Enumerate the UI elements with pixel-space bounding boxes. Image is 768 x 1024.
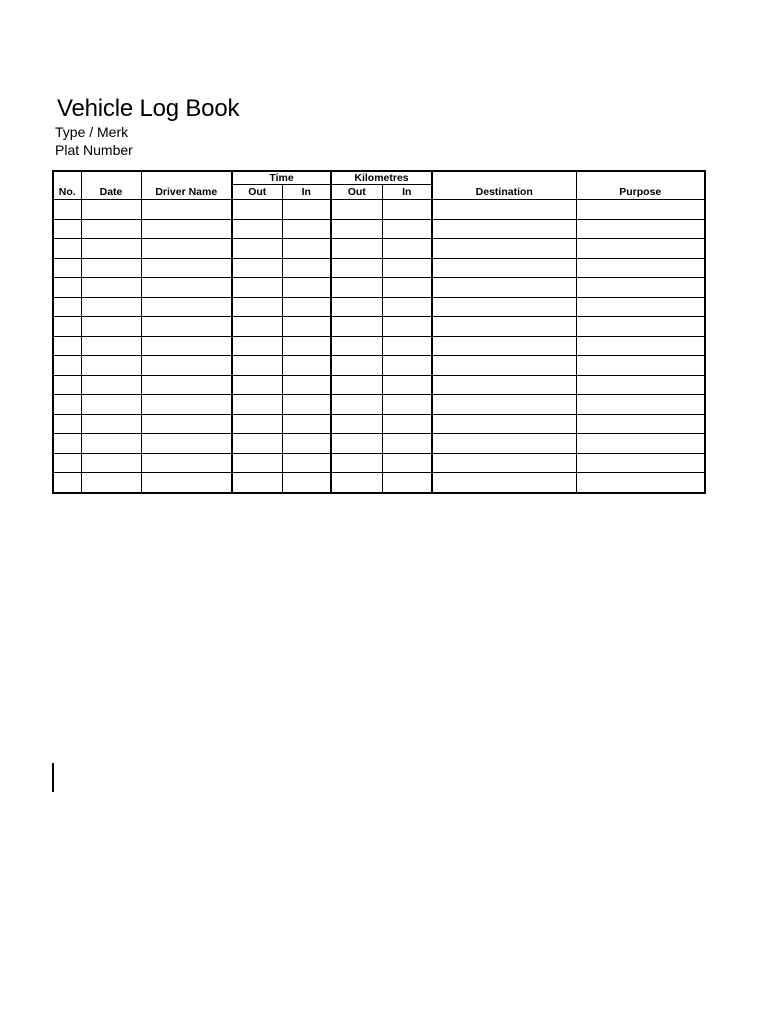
cell-purpose[interactable] [576,414,705,434]
cell-km-in[interactable] [382,473,432,493]
cell-time-out[interactable] [232,258,282,278]
cell-km-in[interactable] [382,200,432,220]
cell-time-out[interactable] [232,278,282,298]
cell-time-out[interactable] [232,473,282,493]
cell-date[interactable] [81,219,141,239]
cell-purpose[interactable] [576,434,705,454]
cell-no[interactable] [53,219,81,239]
cell-driver[interactable] [141,395,232,415]
cell-date[interactable] [81,200,141,220]
cell-date[interactable] [81,434,141,454]
cell-time-out[interactable] [232,453,282,473]
cell-time-in[interactable] [282,375,331,395]
cell-purpose[interactable] [576,239,705,259]
cell-time-out[interactable] [232,317,282,337]
cell-no[interactable] [53,434,81,454]
cell-date[interactable] [81,473,141,493]
cell-driver[interactable] [141,336,232,356]
cell-no[interactable] [53,336,81,356]
cell-no[interactable] [53,473,81,493]
cell-destination[interactable] [432,200,576,220]
cell-driver[interactable] [141,414,232,434]
cell-time-out[interactable] [232,239,282,259]
cell-destination[interactable] [432,414,576,434]
cell-no[interactable] [53,375,81,395]
cell-time-in[interactable] [282,258,331,278]
cell-no[interactable] [53,297,81,317]
cell-destination[interactable] [432,278,576,298]
cell-km-in[interactable] [382,356,432,376]
cell-date[interactable] [81,395,141,415]
type-merk-label: Type / Merk [55,124,129,140]
header-time: Time [232,171,331,185]
cell-time-in[interactable] [282,434,331,454]
cell-km-out[interactable] [331,473,382,493]
cell-date[interactable] [81,336,141,356]
table-row [53,200,705,220]
cell-km-out[interactable] [331,395,382,415]
cell-km-out[interactable] [331,414,382,434]
cell-date[interactable] [81,258,141,278]
text-cursor [52,763,54,792]
cell-driver[interactable] [141,473,232,493]
cell-km-in[interactable] [382,317,432,337]
table-row [53,219,705,239]
cell-destination[interactable] [432,239,576,259]
header-destination: Destination [432,171,576,200]
table-row [53,297,705,317]
cell-destination[interactable] [432,434,576,454]
cell-km-in[interactable] [382,278,432,298]
cell-purpose[interactable] [576,395,705,415]
cell-km-out[interactable] [331,258,382,278]
cell-purpose[interactable] [576,278,705,298]
cell-time-out[interactable] [232,434,282,454]
cell-destination[interactable] [432,336,576,356]
cell-destination[interactable] [432,317,576,337]
cell-no[interactable] [53,317,81,337]
cell-date[interactable] [81,414,141,434]
header-time-out: Out [232,185,282,200]
cell-destination[interactable] [432,473,576,493]
cell-driver[interactable] [141,239,232,259]
cell-time-in[interactable] [282,278,331,298]
cell-time-out[interactable] [232,297,282,317]
header-no: No. [53,171,81,200]
table-row [53,356,705,376]
cell-km-out[interactable] [331,219,382,239]
cell-time-out[interactable] [232,336,282,356]
cell-no[interactable] [53,414,81,434]
cell-driver[interactable] [141,434,232,454]
cell-time-out[interactable] [232,395,282,415]
header-time-in: In [282,185,331,200]
cell-no[interactable] [53,239,81,259]
cell-purpose[interactable] [576,356,705,376]
table-row [53,278,705,298]
cell-km-out[interactable] [331,278,382,298]
cell-time-in[interactable] [282,297,331,317]
cell-km-out[interactable] [331,375,382,395]
cell-km-out[interactable] [331,239,382,259]
cell-time-in[interactable] [282,453,331,473]
cell-destination[interactable] [432,258,576,278]
cell-date[interactable] [81,375,141,395]
table-row [53,453,705,473]
log-table [52,170,706,494]
cell-km-in[interactable] [382,258,432,278]
document-title: Vehicle Log Book [57,95,240,122]
cell-km-in[interactable] [382,434,432,454]
cell-purpose[interactable] [576,453,705,473]
cell-km-out[interactable] [331,336,382,356]
cell-purpose[interactable] [576,200,705,220]
cell-time-in[interactable] [282,336,331,356]
cell-time-out[interactable] [232,356,282,376]
cell-no[interactable] [53,200,81,220]
table-row [53,414,705,434]
cell-destination[interactable] [432,453,576,473]
table-row [53,317,705,337]
plat-number-label: Plat Number [55,142,133,158]
cell-driver[interactable] [141,200,232,220]
cell-km-in[interactable] [382,239,432,259]
cell-purpose[interactable] [576,336,705,356]
log-table-body [53,200,705,493]
cell-destination[interactable] [432,297,576,317]
cell-destination[interactable] [432,356,576,376]
cell-driver[interactable] [141,317,232,337]
cell-date[interactable] [81,453,141,473]
cell-date[interactable] [81,278,141,298]
header-purpose: Purpose [576,171,705,200]
cell-no[interactable] [53,356,81,376]
table-row [53,473,705,493]
cell-date[interactable] [81,356,141,376]
cell-time-in[interactable] [282,395,331,415]
cell-km-in[interactable] [382,375,432,395]
table-row [53,434,705,454]
cell-time-in[interactable] [282,317,331,337]
cell-date[interactable] [81,239,141,259]
cell-time-in[interactable] [282,356,331,376]
cell-driver[interactable] [141,258,232,278]
cell-time-out[interactable] [232,414,282,434]
cell-time-out[interactable] [232,219,282,239]
table-row [53,239,705,259]
cell-destination[interactable] [432,375,576,395]
header-km-out: Out [331,185,382,200]
cell-km-in[interactable] [382,219,432,239]
cell-driver[interactable] [141,453,232,473]
cell-km-in[interactable] [382,414,432,434]
header-kilometres: Kilometres [331,171,432,185]
cell-km-out[interactable] [331,200,382,220]
cell-driver[interactable] [141,278,232,298]
cell-time-in[interactable] [282,200,331,220]
cell-purpose[interactable] [576,375,705,395]
cell-purpose[interactable] [576,317,705,337]
cell-time-out[interactable] [232,375,282,395]
header-driver-name: Driver Name [141,171,232,200]
cell-km-in[interactable] [382,395,432,415]
cell-km-in[interactable] [382,297,432,317]
header-date: Date [81,171,141,200]
cell-km-out[interactable] [331,453,382,473]
cell-time-in[interactable] [282,414,331,434]
cell-destination[interactable] [432,395,576,415]
cell-no[interactable] [53,258,81,278]
cell-purpose[interactable] [576,473,705,493]
cell-no[interactable] [53,453,81,473]
cell-km-in[interactable] [382,453,432,473]
header-km-in: In [382,185,432,200]
cell-driver[interactable] [141,297,232,317]
table-row [53,258,705,278]
cell-km-out[interactable] [331,297,382,317]
cell-date[interactable] [81,297,141,317]
table-row [53,395,705,415]
cell-time-in[interactable] [282,219,331,239]
cell-no[interactable] [53,395,81,415]
cell-destination[interactable] [432,219,576,239]
cell-driver[interactable] [141,375,232,395]
cell-km-in[interactable] [382,336,432,356]
cell-purpose[interactable] [576,219,705,239]
cell-km-out[interactable] [331,434,382,454]
cell-time-out[interactable] [232,200,282,220]
cell-km-out[interactable] [331,317,382,337]
table-row [53,336,705,356]
cell-time-in[interactable] [282,473,331,493]
cell-time-in[interactable] [282,239,331,259]
cell-driver[interactable] [141,219,232,239]
table-row [53,375,705,395]
cell-no[interactable] [53,278,81,298]
cell-km-out[interactable] [331,356,382,376]
cell-purpose[interactable] [576,258,705,278]
cell-date[interactable] [81,317,141,337]
cell-driver[interactable] [141,356,232,376]
cell-purpose[interactable] [576,297,705,317]
